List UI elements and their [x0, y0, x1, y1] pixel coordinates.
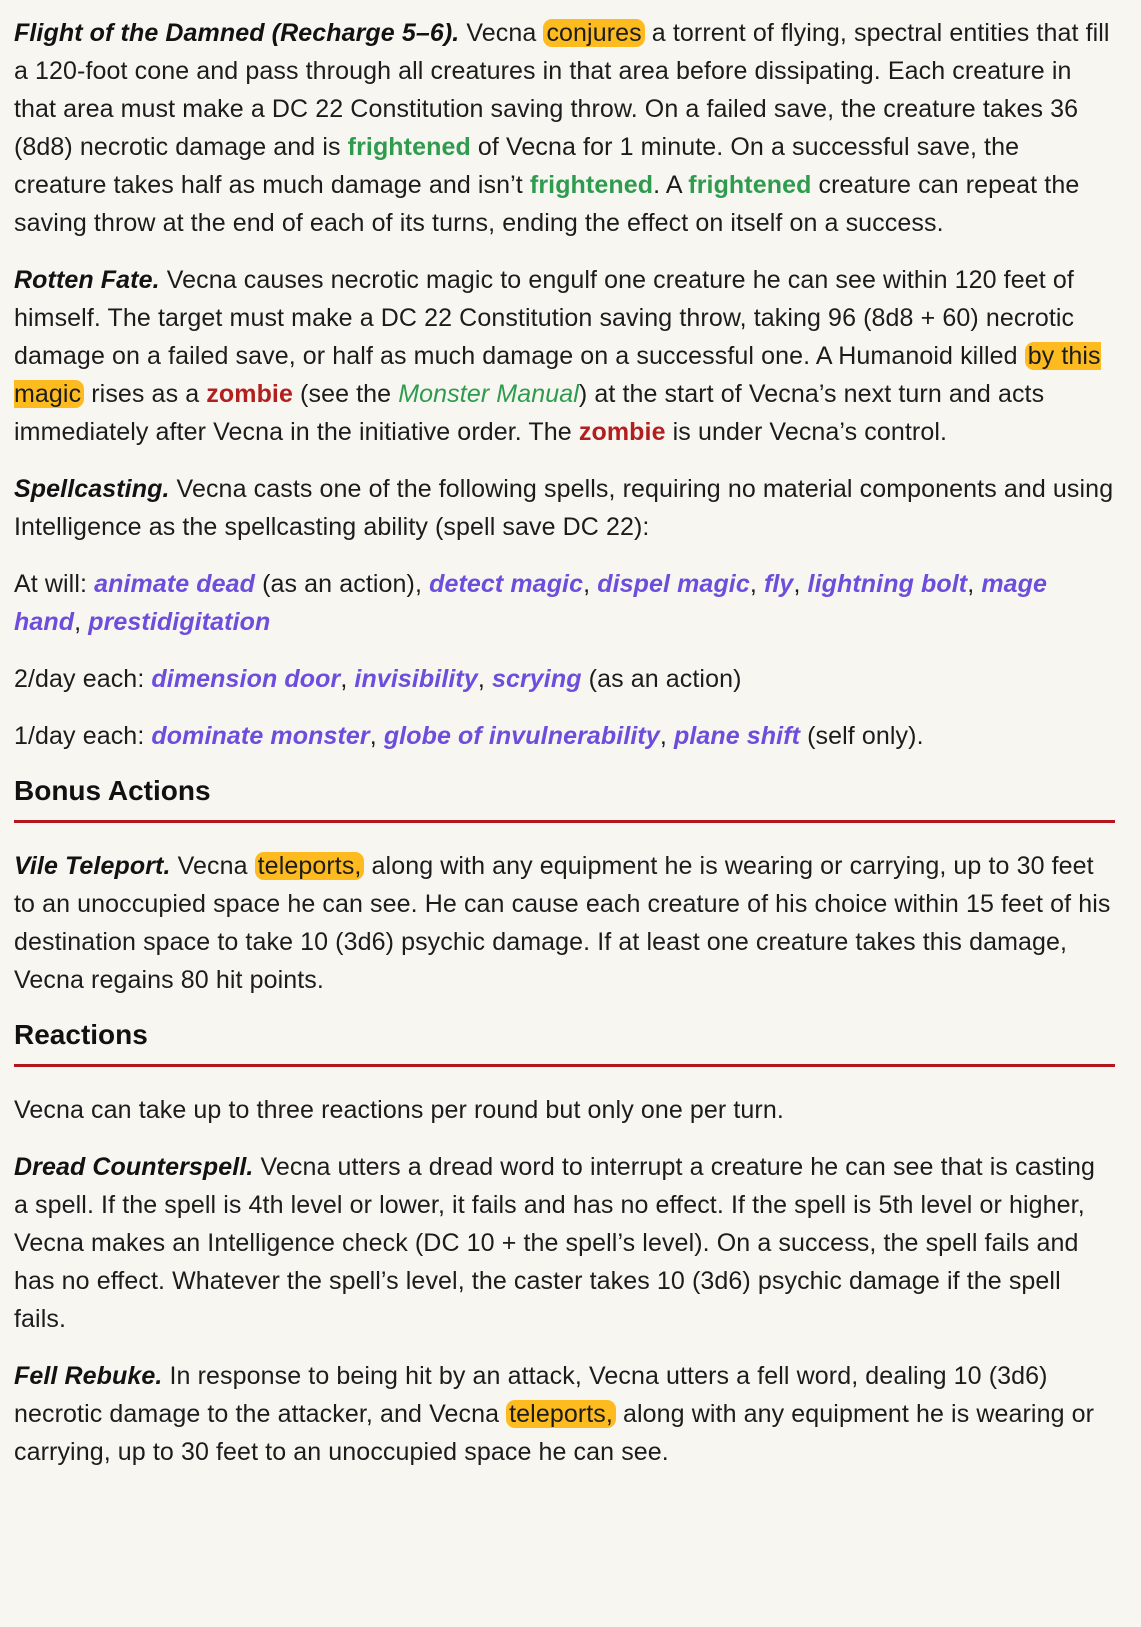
action-title: Spellcasting. — [14, 475, 170, 503]
spell-link-dispel-magic[interactable]: dispel magic — [597, 570, 750, 598]
monster-link-zombie[interactable]: zombie — [206, 380, 293, 408]
condition-link-frightened[interactable]: frightened — [688, 171, 812, 199]
action-title: Fell Rebuke. — [14, 1362, 163, 1390]
spell-link-dominate-monster[interactable]: dominate monster — [151, 722, 370, 750]
spells-1-per-day: 1/day each: dominate monster, globe of invulnerability, plane shift (self only). — [14, 722, 924, 750]
spell-link-invisibility[interactable]: invisibility — [354, 665, 478, 693]
highlight: teleports, — [506, 1400, 616, 1428]
section-heading-bonus-actions: Bonus Actions — [14, 774, 1115, 823]
highlight: teleports, — [255, 852, 365, 880]
highlight: conjures — [543, 19, 644, 47]
spell-link-mage-hand[interactable]: mage hand — [14, 570, 1048, 636]
vile-teleport-paragraph: Vile Teleport. Vecna teleports, along with any equipment he is wearing or carrying, up to 30 feet to an unoccupied space he can see. He can cause each creature of his choice within 15 feet of his destination space to take 10 (3d6) psychic damage. If at least one creature takes this damage, Vecna regains 80 hit points. — [14, 852, 1111, 994]
monster-link-zombie[interactable]: zombie — [578, 418, 666, 446]
reactions-intro: Vecna can take up to three reactions per round but only one per turn. — [14, 1096, 784, 1124]
spellcasting-paragraph: Spellcasting. Vecna casts one of the following spells, requiring no material components and using Intelligence as the spellcasting ability (spell save DC 22): — [14, 475, 1114, 541]
condition-link-frightened[interactable]: frightened — [347, 133, 471, 161]
fell-rebuke-paragraph: Fell Rebuke. In response to being hit by an attack, Vecna utters a fell word, dealing 10 (3d6) necrotic damage to the attacker, and Vecna teleports, along with any equipment he is wearing or carrying, up to 30 feet to an unoccupied space he can see. — [14, 1362, 1095, 1466]
spell-link-dimension-door[interactable]: dimension door — [151, 665, 341, 693]
spell-link-lightning-bolt[interactable]: lightning bolt — [807, 570, 968, 598]
spell-link-fly[interactable]: fly — [763, 570, 794, 598]
spell-link-globe-of-invulnerability[interactable]: globe of invulnerability — [383, 722, 660, 750]
spells-2-per-day: 2/day each: dimension door, invisibility, scrying (as an action) — [14, 665, 742, 693]
section-heading-reactions: Reactions — [14, 1018, 1115, 1067]
action-title: Dread Counterspell. — [14, 1153, 254, 1181]
spell-link-scrying[interactable]: scrying — [491, 665, 582, 693]
spell-link-detect-magic[interactable]: detect magic — [429, 570, 584, 598]
condition-link-frightened[interactable]: frightened — [529, 171, 654, 199]
spell-link-animate-dead[interactable]: animate dead — [94, 570, 256, 598]
action-title: Flight of the Damned (Recharge 5–6). — [14, 19, 460, 47]
spell-link-plane-shift[interactable]: plane shift — [673, 722, 801, 750]
rotten-fate-paragraph: Rotten Fate. Vecna causes necrotic magic to engulf one creature he can see within 120 feet of himself. The target must make a DC 22 Constitution saving throw, taking 96 (8d8 + 60) necrotic damage on a failed save, or half as much damage on a successful one. A Humanoid killed by this magic rises as a zombie (see the Monster Manual) at the start of Vecna’s next turn and acts immediately after Vecna in the initiative order. The zombie is under Vecna’s control. — [14, 266, 1101, 446]
action-title: Vile Teleport. — [14, 852, 171, 880]
flight-of-the-damned-paragraph: Flight of the Damned (Recharge 5–6). Vecna conjures a torrent of flying, spectral entities that fill a 120-foot cone and pass through all creatures in that area before dissipating. Each creature in that area must make a DC 22 Constitution saving throw. On a failed save, the creature takes 36 (8d8) necrotic damage and is frightened of Vecna for 1 minute. On a successful save, the creature takes half as much damage and isn’t frightened. A frightened creature can repeat the saving throw at the end of each of its turns, ending the effect on itself on a success. — [14, 19, 1110, 237]
dread-counterspell-paragraph: Dread Counterspell. Vecna utters a dread word to interrupt a creature he can see that is casting a spell. If the spell is 4th level or lower, it fails and has no effect. If the spell is 5th level or higher, Vecna makes an Intelligence check (DC 10 + the spell’s level). On a success, the spell fails and has no effect. Whatever the spell’s level, the caster takes 10 (3d6) psychic damage if the spell fails. — [14, 1153, 1095, 1333]
action-title: Rotten Fate. — [14, 266, 160, 294]
book-link-monster-manual[interactable]: Monster Manual — [398, 380, 579, 408]
highlight: by this magic — [14, 342, 1101, 408]
spell-link-prestidigitation[interactable]: prestidigitation — [88, 608, 271, 636]
spells-at-will: At will: animate dead (as an action), detect magic, dispel magic, fly, lightning bolt, mage hand, prestidigitation — [14, 570, 1048, 636]
